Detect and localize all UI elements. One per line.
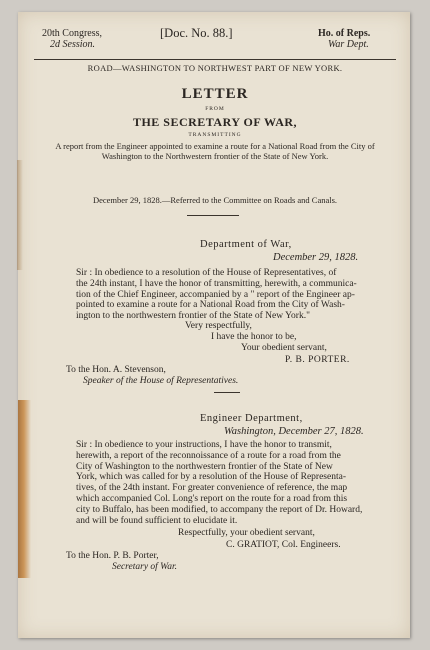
section-rule bbox=[187, 215, 239, 216]
body-line: ington to the northwestern frontier of the State of New York." bbox=[76, 311, 310, 322]
war-department-heading: Department of War, bbox=[200, 239, 292, 250]
house-header bbox=[318, 28, 370, 50]
body-line: Sir : In obedience to your instructions, I have the honor to transmit, bbox=[76, 440, 332, 450]
letter-one-body bbox=[76, 268, 357, 322]
letter-divider bbox=[214, 392, 240, 393]
department-label: War Dept. bbox=[328, 39, 369, 50]
secretary-title: THE SECRETARY OF WAR, bbox=[132, 115, 298, 129]
closing-very-respectfully: Very respectfully, bbox=[185, 321, 252, 331]
doc-number: [Doc. No. 88.] bbox=[160, 26, 233, 40]
signature-porter: P. B. PORTER. bbox=[285, 355, 350, 365]
signature-gratiot: C. GRATIOT, Col. Engineers. bbox=[226, 540, 341, 550]
transmitting-label: TRANSMITTING bbox=[188, 132, 242, 138]
water-stain bbox=[18, 400, 31, 578]
addressee-line: To the Hon. P. B. Porter, bbox=[66, 551, 159, 561]
from-label: FROM bbox=[205, 106, 225, 112]
body-line: York, which was called for by a resolution of the House of Representa- bbox=[76, 472, 346, 483]
body-line: tives, of the 24th instant. For greater convenience of reference, the map bbox=[76, 483, 348, 494]
house-label: Ho. of Reps. bbox=[318, 28, 371, 39]
body-line: city to Buffalo, has been modified, to accompany the report of Dr. Howard, bbox=[76, 504, 363, 515]
body-line: pointed to examine a route for a National Road from the City of Wash- bbox=[76, 300, 345, 311]
addressee-title: Secretary of War. bbox=[112, 562, 177, 572]
engineer-department-heading: Engineer Department, bbox=[200, 413, 303, 424]
congress-label: 20th Congress, bbox=[42, 28, 102, 39]
referral-line: December 29, 1828.—Referred to the Committee on Roads and Canals. bbox=[92, 195, 338, 205]
body-line: and will be found sufficient to elucidate it. bbox=[76, 515, 238, 526]
body-line: Sir : In obedience to a resolution of the House of Representatives, of bbox=[76, 268, 337, 278]
closing-servant: Your obedient servant, bbox=[241, 343, 327, 353]
addressee-line: To the Hon. A. Stevenson, bbox=[66, 365, 166, 375]
header-rule bbox=[34, 59, 396, 60]
report-line: A report from the Engineer appointed to examine a route for a National Road from the City of bbox=[55, 141, 375, 151]
body-line: which accompanied Col. Long's report on the route for a road from this bbox=[76, 493, 348, 504]
report-description bbox=[0, 141, 430, 161]
addressee-title: Speaker of the House of Representatives. bbox=[83, 376, 239, 386]
engineer-department-date: Washington, December 27, 1828. bbox=[224, 426, 364, 437]
body-line: tion of the Chief Engineer, accompanied by a " report of the Engineer ap- bbox=[76, 289, 355, 300]
congress-header bbox=[42, 28, 102, 50]
session-label: 2d Session. bbox=[50, 39, 95, 50]
closing-respectfully: Respectfully, your obedient servant, bbox=[178, 528, 315, 538]
edge-discoloration bbox=[17, 160, 23, 270]
body-line: City of Washington to the northwestern frontier of the State of New bbox=[76, 461, 333, 472]
report-line: Washington to the Northwestern frontier of the State of New York. bbox=[101, 151, 329, 161]
body-line: herewith, a report of the reconnoissance of a route for a road from the bbox=[76, 450, 341, 461]
letter-two-body bbox=[76, 440, 362, 526]
closing-honor: I have the honor to be, bbox=[211, 332, 297, 342]
subject-line: ROAD—WASHINGTON TO NORTHWEST PART OF NEW YORK. bbox=[87, 63, 343, 73]
body-line: the 24th instant, I have the honor of transmitting, herewith, a communica- bbox=[76, 278, 357, 289]
page-title: LETTER bbox=[181, 86, 249, 102]
war-department-date: December 29, 1828. bbox=[273, 252, 359, 263]
